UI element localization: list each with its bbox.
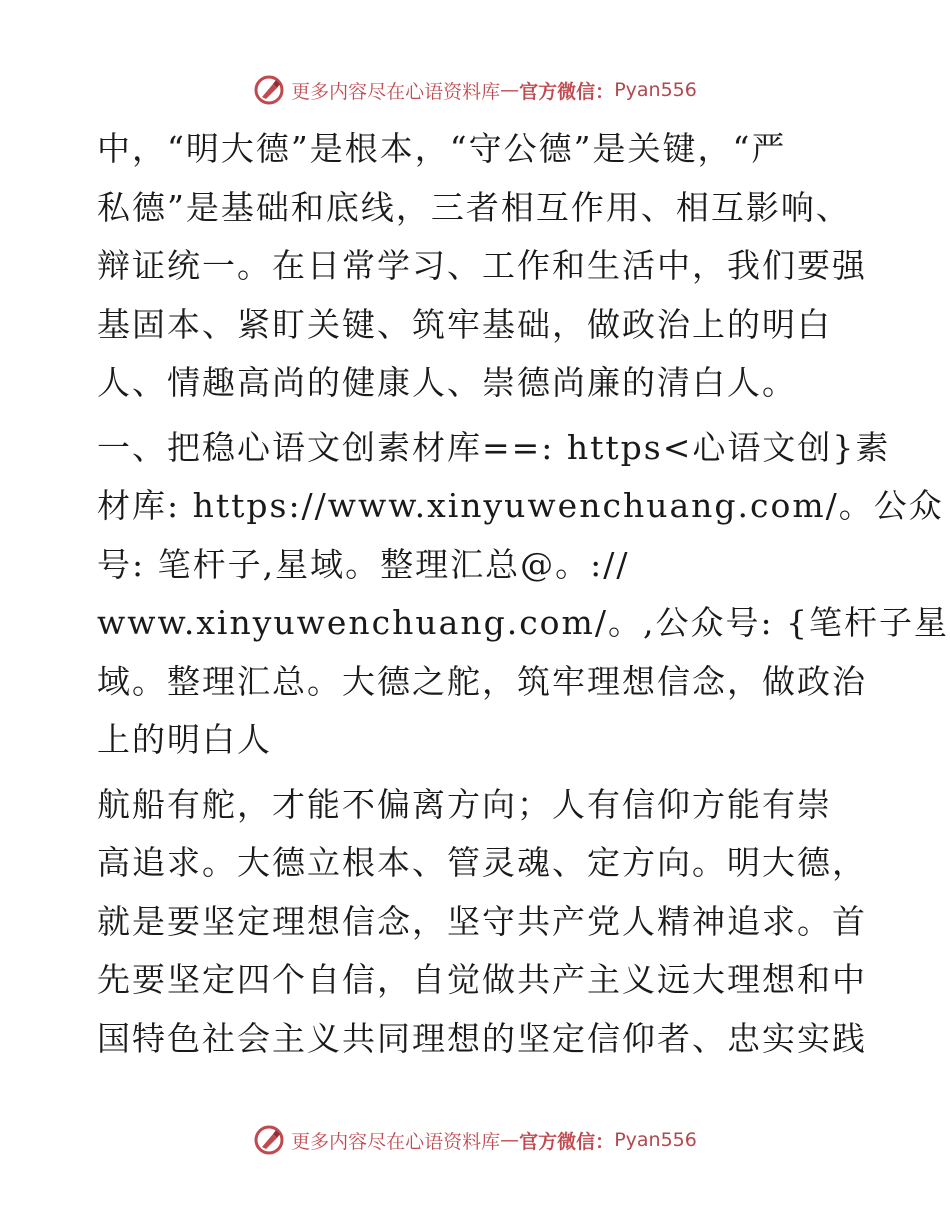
text-line: 材库: https://www.xinyuwenchuang.com/。公众: [97, 486, 944, 525]
text-line: 上的明白人: [97, 720, 272, 759]
paragraph-2: [97, 419, 950, 770]
footer-site-text: 更多内容尽在心语资料库: [291, 1130, 501, 1153]
text-line: 人、情趣高尚的健康人、崇德尚廉的清白人。: [97, 363, 797, 402]
text-line: 中，“明大德”是根本，“守公德”是关键，“严: [97, 129, 787, 168]
text-line: 就是要坚定理想信念，坚守共产党人精神追求。首: [97, 901, 867, 941]
document-body: [97, 120, 950, 1068]
text-line: 先要坚定四个自信，自觉做共产主义远大理想和中: [97, 960, 867, 999]
paragraph-3: [97, 776, 867, 1069]
text-line: 域。整理汇总。大德之舵，筑牢理想信念，做政治: [97, 661, 867, 701]
header-wechat-id: Pyan556: [614, 79, 697, 101]
text-line: 私德”是基础和底线，三者相互作用、相互影响、: [97, 187, 851, 227]
footer-dash: —: [500, 1129, 520, 1151]
text-line: 号: 笔杆子,星域。整理汇总@。://: [97, 544, 630, 584]
text-line: www.xinyuwenchuang.com/。,公众号: {笔杆子星: [97, 603, 950, 642]
text-line: 国特色社会主义共同理想的坚定信仰者、忠实实践: [97, 1018, 867, 1058]
header-site-text: 更多内容尽在心语资料库: [291, 80, 501, 103]
footer-banner: [0, 1120, 950, 1160]
text-line: 高追求。大德立根本、管灵魂、定方向。明大德，: [97, 843, 867, 882]
text-line: 一、把稳心语文创素材库==: https<心语文创}素: [97, 427, 891, 467]
header-dash: —: [500, 79, 520, 101]
text-line: 航船有舵，才能不偏离方向；人有信仰方能有崇: [97, 784, 832, 824]
fountain-pen-logo-icon: [253, 1124, 285, 1156]
text-line: 辩证统一。在日常学习、工作和生活中，我们要强: [97, 246, 867, 285]
header-wechat-label: 官方微信：: [519, 80, 615, 103]
text-line: 基固本、紧盯关键、筑牢基础，做政治上的明白: [97, 304, 832, 344]
paragraph-1: [97, 120, 867, 413]
header-banner: [0, 70, 950, 110]
fountain-pen-logo-icon: [253, 74, 285, 106]
footer-wechat-id: Pyan556: [614, 1129, 697, 1151]
footer-wechat-label: 官方微信：: [519, 1130, 615, 1153]
